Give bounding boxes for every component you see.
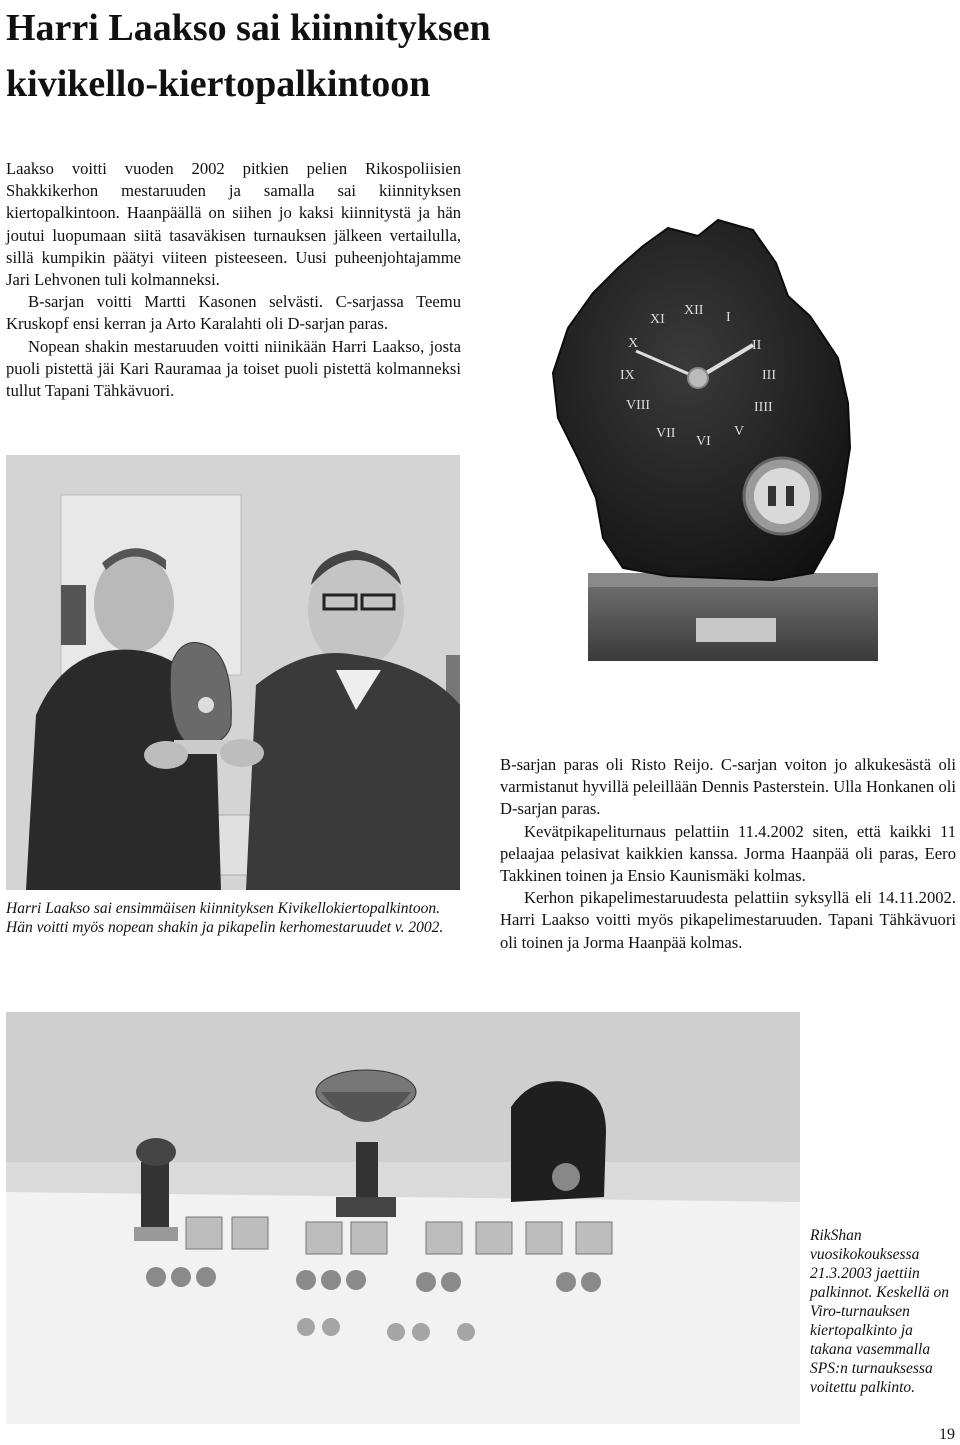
clock-numeral: V <box>734 424 745 439</box>
intro-paragraph-1: Laakso voitti vuoden 2002 pitkien pelien Rikospoliisien Shakkikerhon mestaruuden ja samalla sai kiinnityksen kiertopalkintoon. Haanpäällä on siihen jo kaksi kiinnitystä ja hän joutui luopumaan siitä tasaväkisen turnauksen jälkeen vertailulla, sillä kumpikin päätyi viiteen pisteeseen. Uusi puheenjohtajamme Jari Lehvonen tuli kolmanneksi. <box>6 159 461 290</box>
intro-paragraph-3: Nopean shakin mestaruuden voitti niinikään Harri Laakso, josta puoli pistettä jäi Kari Rauramaa ja toiset puoli pistettä kolmanneksi tullut Tapani Tähkävuori. <box>6 336 461 401</box>
clock-numeral: II <box>752 338 762 353</box>
clock-numeral: I <box>726 310 731 325</box>
clock-numeral: XII <box>684 303 704 318</box>
clock-numeral: VIII <box>626 398 651 413</box>
clock-numeral: IX <box>620 368 635 383</box>
page-number: 19 <box>939 1426 955 1443</box>
title-line-2: kivikello-kiertopalkintoon <box>6 63 431 105</box>
article-title <box>6 0 706 112</box>
prizes-table-photo <box>6 1012 800 1424</box>
clock-numeral: III <box>762 368 776 383</box>
clock-numeral: VI <box>696 434 711 449</box>
trophy-handover-photo <box>6 455 460 890</box>
intro-text <box>6 158 461 402</box>
photo-caption-handover: Harri Laakso sai ensimmäisen kiinnityksen Kivikellokiertopalkintoon. Hän voitti myös nopean shakin ja pikapelin kerhomestaruudet v. 2002. <box>6 900 444 936</box>
clock-numeral: X <box>628 336 639 351</box>
right-paragraph-1: B-sarjan paras oli Risto Reijo. C-sarjan voiton jo alkukesästä oli varmistanut hyvillä peleillään Dennis Pasterstein. Ulla Honkanen oli D-sarjan paras. <box>500 755 956 819</box>
clock-numeral: IIII <box>754 400 773 415</box>
clock-numeral: VII <box>656 426 676 441</box>
photo-caption-prizes: RikShan vuosikokouksessa 21.3.2003 jaettiin palkinnot. Keskellä on Viro-turnauksen kiertopalkinto ja takana vasemmalla SPS:n turnauksessa voitettu palkinto. <box>810 1227 950 1396</box>
intro-paragraph-2: B-sarjan voitti Martti Kasonen selvästi. C-sarjassa Teemu Kruskopf ensi kerran ja Arto Karalahti oli D-sarjan paras. <box>6 292 461 334</box>
right-paragraph-2: Kevätpikapeliturnaus pelattiin 11.4.2002 siten, että kaikki 11 pelaajaa pelasivat kaikkien kanssa. Jorma Haanpää oli paras, Eero Takkinen toinen ja Ensio Kaunismäki kolmas. <box>500 821 956 886</box>
right-column-text <box>500 754 956 954</box>
clock-trophy-photo <box>548 208 890 678</box>
right-paragraph-3: Kerhon pikapelimestaruudesta pelattiin syksyllä eli 14.11.2002. Harri Laakso voitti myös pikapelimestaruuden. Tapani Tähkävuori oli toinen ja Jorma Haanpää kolmas. <box>500 888 956 952</box>
title-line-1: Harri Laakso sai kiinnityksen <box>6 7 491 49</box>
clock-numeral: XI <box>650 312 665 327</box>
